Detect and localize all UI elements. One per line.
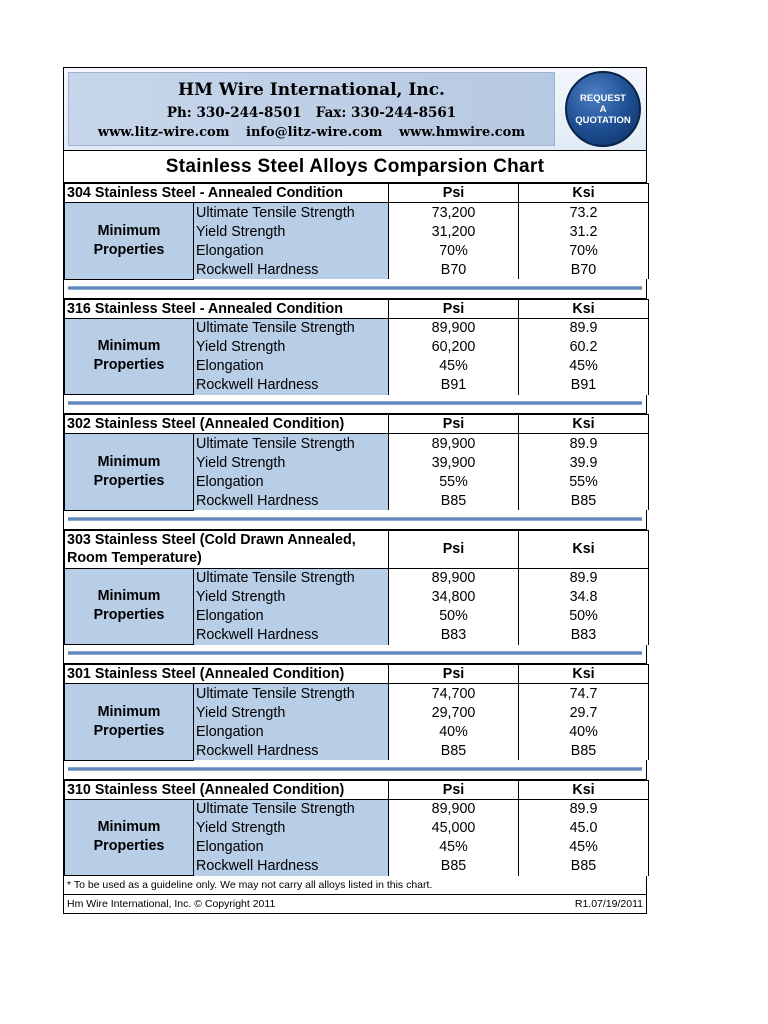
ksi-value: 45%	[519, 357, 649, 376]
ksi-value: 45.0	[519, 819, 649, 838]
request-quotation-button[interactable]	[565, 71, 641, 147]
company-banner	[68, 72, 555, 146]
alloy-name: 304 Stainless Steel - Annealed Condition	[65, 184, 389, 203]
alloy-header-row	[65, 780, 649, 799]
minimum-label: Minimum	[97, 819, 161, 836]
chart-title: Stainless Steel Alloys Comparsion Chart	[64, 151, 646, 183]
alloy-header-row	[65, 299, 649, 318]
ksi-value: 34.8	[519, 588, 649, 607]
property-name: Elongation	[194, 722, 389, 741]
alloy-table	[64, 299, 649, 396]
psi-value: 89,900	[389, 568, 519, 588]
ksi-value: B85	[519, 741, 649, 760]
psi-value: B85	[389, 857, 519, 876]
ksi-value: 45%	[519, 838, 649, 857]
property-name: Rockwell Hardness	[194, 260, 389, 279]
minimum-properties-label	[65, 318, 194, 395]
contact-web	[69, 125, 554, 140]
minimum-properties-label	[65, 434, 194, 511]
psi-value: B91	[389, 376, 519, 395]
copyright-text: Hm Wire International, Inc. © Copyright 2011	[67, 898, 276, 910]
section-divider	[64, 511, 646, 530]
psi-value: 89,900	[389, 434, 519, 454]
revision-text: R1.07/19/2011	[574, 898, 643, 910]
alloy-chart-sheet	[63, 67, 647, 914]
property-row	[65, 318, 649, 338]
psi-value: 45%	[389, 838, 519, 857]
property-name: Ultimate Tensile Strength	[194, 434, 389, 454]
property-name: Rockwell Hardness	[194, 491, 389, 510]
alloy-table	[64, 183, 649, 280]
company-header	[64, 68, 646, 151]
property-name: Ultimate Tensile Strength	[194, 799, 389, 819]
section-divider	[64, 395, 646, 414]
ksi-header: Ksi	[519, 530, 649, 568]
psi-value: 60,200	[389, 338, 519, 357]
property-name: Yield Strength	[194, 588, 389, 607]
alloy-name-line-2: Room Temperature)	[67, 550, 202, 566]
property-name: Rockwell Hardness	[194, 626, 389, 645]
alloy-name: 302 Stainless Steel (Annealed Condition)	[65, 415, 389, 434]
ksi-value: 89.9	[519, 799, 649, 819]
psi-value: 70%	[389, 241, 519, 260]
psi-value: 45,000	[389, 819, 519, 838]
ksi-value: 89.9	[519, 318, 649, 338]
minimum-label: Minimum	[97, 338, 161, 355]
alloy-table	[64, 530, 649, 646]
divider-bar	[68, 286, 642, 290]
properties-label: Properties	[93, 472, 165, 489]
property-name: Yield Strength	[194, 338, 389, 357]
fax-number: Fax: 330-244-8561	[315, 105, 457, 121]
ksi-header: Ksi	[519, 415, 649, 434]
property-name: Ultimate Tensile Strength	[194, 318, 389, 338]
property-row	[65, 799, 649, 819]
divider-bar	[68, 767, 642, 771]
ksi-value: B85	[519, 857, 649, 876]
property-name: Yield Strength	[194, 222, 389, 241]
minimum-properties-label	[65, 203, 194, 280]
property-row	[65, 203, 649, 223]
properties-label: Properties	[93, 838, 165, 855]
alloy-table	[64, 664, 649, 761]
ksi-value: 74.7	[519, 684, 649, 704]
contact-phone-fax	[69, 105, 554, 121]
ksi-value: B83	[519, 626, 649, 645]
ksi-value: 60.2	[519, 338, 649, 357]
email-link[interactable]: info@litz-wire.com	[246, 125, 383, 140]
ksi-header: Ksi	[519, 299, 649, 318]
property-name: Yield Strength	[194, 819, 389, 838]
footer	[64, 895, 646, 913]
psi-header: Psi	[389, 665, 519, 684]
property-name: Ultimate Tensile Strength	[194, 568, 389, 588]
alloy-sections	[64, 183, 646, 876]
alloy-name: 316 Stainless Steel - Annealed Condition	[65, 299, 389, 318]
guideline-note: * To be used as a guideline only. We may not carry all alloys listed in this chart.	[64, 876, 646, 895]
property-name: Elongation	[194, 607, 389, 626]
psi-value: 74,700	[389, 684, 519, 704]
ksi-value: 31.2	[519, 222, 649, 241]
minimum-label: Minimum	[97, 453, 161, 470]
psi-value: 34,800	[389, 588, 519, 607]
psi-value: 39,900	[389, 453, 519, 472]
psi-value: B83	[389, 626, 519, 645]
divider-bar	[68, 401, 642, 405]
ksi-value: 73.2	[519, 203, 649, 223]
property-name: Yield Strength	[194, 453, 389, 472]
ksi-value: 29.7	[519, 703, 649, 722]
property-row	[65, 568, 649, 588]
alloy-header-row	[65, 665, 649, 684]
ksi-header: Ksi	[519, 780, 649, 799]
property-name: Elongation	[194, 472, 389, 491]
minimum-properties-label	[65, 568, 194, 645]
ksi-value: B70	[519, 260, 649, 279]
alloy-name: 310 Stainless Steel (Annealed Condition)	[65, 780, 389, 799]
psi-value: 45%	[389, 357, 519, 376]
psi-value: 50%	[389, 607, 519, 626]
psi-header: Psi	[389, 530, 519, 568]
ksi-value: 55%	[519, 472, 649, 491]
ksi-value: 89.9	[519, 434, 649, 454]
quote-line-3: QUOTATION	[575, 114, 631, 126]
ksi-value: 50%	[519, 607, 649, 626]
property-name: Ultimate Tensile Strength	[194, 203, 389, 223]
section-divider	[64, 761, 646, 780]
property-name: Elongation	[194, 357, 389, 376]
psi-header: Psi	[389, 780, 519, 799]
ksi-value: 40%	[519, 722, 649, 741]
section-divider	[64, 280, 646, 299]
minimum-properties-label	[65, 684, 194, 761]
ksi-value: 70%	[519, 241, 649, 260]
properties-label: Properties	[93, 722, 165, 739]
property-name: Rockwell Hardness	[194, 741, 389, 760]
psi-value: 89,900	[389, 799, 519, 819]
properties-label: Properties	[93, 357, 165, 374]
psi-header: Psi	[389, 299, 519, 318]
website-hmwire-link[interactable]: www.hmwire.com	[398, 125, 526, 140]
property-name: Elongation	[194, 241, 389, 260]
ksi-value: B85	[519, 491, 649, 510]
properties-label: Properties	[93, 241, 165, 258]
alloy-name-line-1: 303 Stainless Steel (Cold Drawn Annealed,	[67, 532, 356, 548]
alloy-name	[65, 530, 389, 568]
ksi-value: 89.9	[519, 568, 649, 588]
psi-header: Psi	[389, 415, 519, 434]
psi-value: 40%	[389, 722, 519, 741]
psi-value: 55%	[389, 472, 519, 491]
company-name: HM Wire International, Inc.	[178, 80, 445, 100]
ksi-header: Ksi	[519, 184, 649, 203]
quote-line-2: A	[599, 103, 607, 115]
minimum-label: Minimum	[97, 703, 161, 720]
alloy-name: 301 Stainless Steel (Annealed Condition)	[65, 665, 389, 684]
psi-value: B70	[389, 260, 519, 279]
divider-bar	[68, 651, 642, 655]
property-name: Ultimate Tensile Strength	[194, 684, 389, 704]
alloy-header-row	[65, 415, 649, 434]
property-name: Yield Strength	[194, 703, 389, 722]
minimum-label: Minimum	[97, 222, 161, 239]
psi-value: 31,200	[389, 222, 519, 241]
alloy-table	[64, 414, 649, 511]
alloy-header-row	[65, 184, 649, 203]
minimum-properties-label	[65, 799, 194, 876]
psi-value: 73,200	[389, 203, 519, 223]
property-name: Rockwell Hardness	[194, 857, 389, 876]
minimum-label: Minimum	[97, 588, 161, 605]
property-row	[65, 684, 649, 704]
alloy-header-row	[65, 530, 649, 568]
property-row	[65, 434, 649, 454]
ksi-value: B91	[519, 376, 649, 395]
website-litz-link[interactable]: www.litz-wire.com	[97, 125, 230, 140]
properties-label: Properties	[93, 607, 165, 624]
ksi-value: 39.9	[519, 453, 649, 472]
phone-number: Ph: 330-244-8501	[166, 105, 302, 121]
quote-line-1: REQUEST	[580, 92, 626, 104]
alloy-table	[64, 780, 649, 877]
divider-bar	[68, 517, 642, 521]
section-divider	[64, 645, 646, 664]
psi-value: B85	[389, 491, 519, 510]
psi-value: B85	[389, 741, 519, 760]
psi-value: 29,700	[389, 703, 519, 722]
psi-header: Psi	[389, 184, 519, 203]
property-name: Elongation	[194, 838, 389, 857]
psi-value: 89,900	[389, 318, 519, 338]
property-name: Rockwell Hardness	[194, 376, 389, 395]
ksi-header: Ksi	[519, 665, 649, 684]
